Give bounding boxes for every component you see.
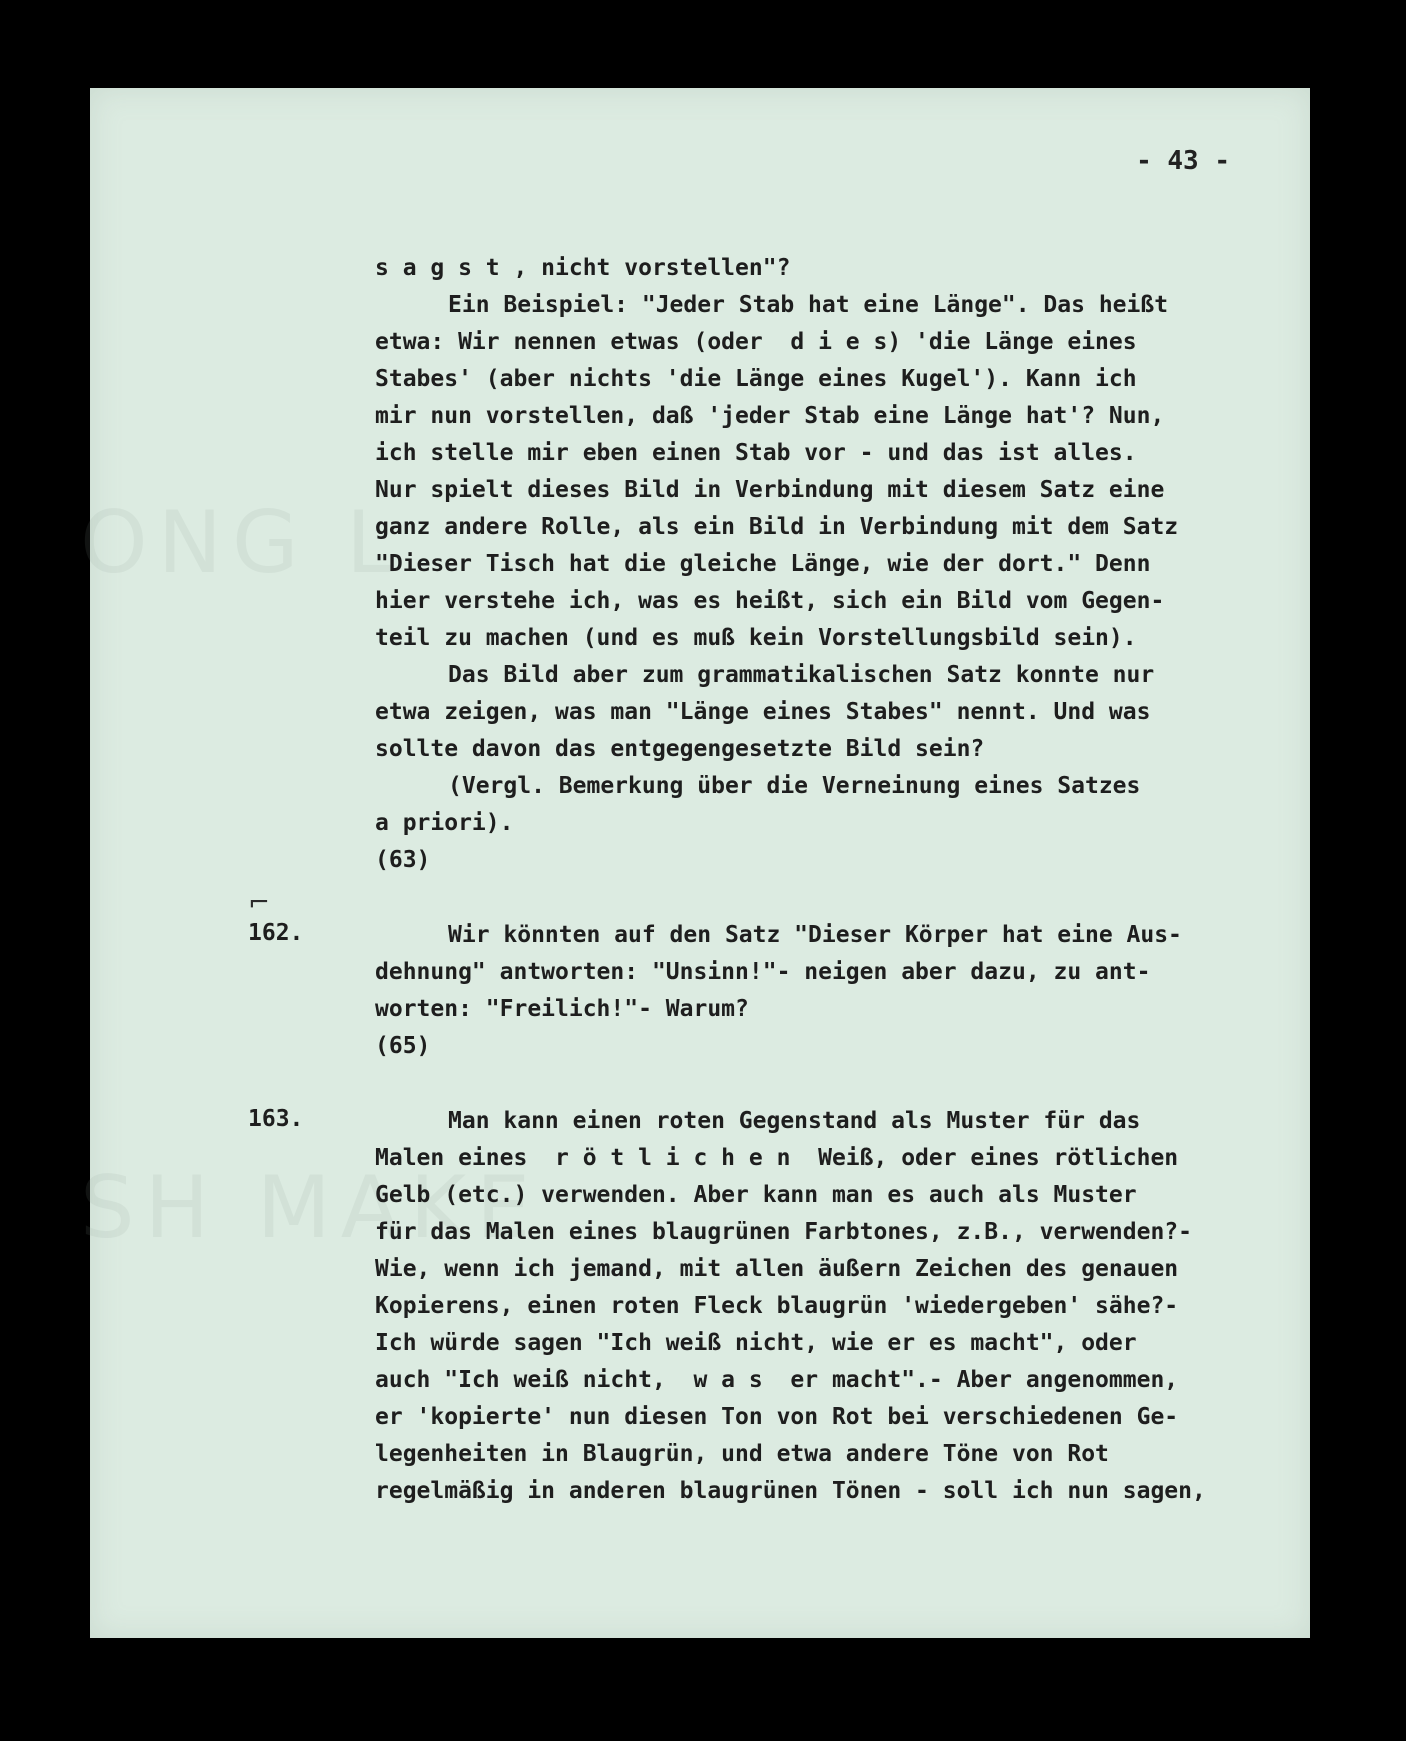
- text-line: etwa: Wir nennen etwas (oder d i e s) 'die Länge eines: [375, 329, 1137, 355]
- text-line: Das Bild aber zum grammatikalischen Satz konnte nur: [448, 662, 1155, 688]
- text-line: (Vergl. Bemerkung über die Verneinung eines Satzes: [448, 773, 1141, 799]
- text-line: etwa zeigen, was man "Länge eines Stabes" nennt. Und was: [375, 699, 1151, 725]
- text-line: er 'kopierte' nun diesen Ton von Rot bei verschiedenen Ge-: [375, 1404, 1179, 1430]
- text-line: ganz andere Rolle, als ein Bild in Verbindung mit dem Satz: [375, 514, 1179, 540]
- text-line: s a g s t , nicht vorstellen"?: [375, 255, 791, 281]
- section-number-162: 162.: [248, 920, 304, 946]
- text-line: teil zu machen (und es muß kein Vorstellungsbild sein).: [375, 625, 1137, 651]
- text-line: regelmäßig in anderen blaugrünen Tönen - soll ich nun sagen,: [375, 1478, 1206, 1504]
- text-line: für das Malen eines blaugrünen Farbtones, z.B., verwenden?-: [375, 1219, 1192, 1245]
- watermark-bottom: SH MAKE: [80, 1158, 541, 1258]
- text-line: Stabes' (aber nichts 'die Länge eines Kugel'). Kann ich: [375, 366, 1137, 392]
- text-line: Gelb (etc.) verwenden. Aber kann man es auch als Muster: [375, 1182, 1137, 1208]
- text-line: Wie, wenn ich jemand, mit allen äußern Zeichen des genauen: [375, 1256, 1179, 1282]
- text-line: auch "Ich weiß nicht, w a s er macht".- Aber angenommen,: [375, 1367, 1179, 1393]
- text-line: Ein Beispiel: "Jeder Stab hat eine Länge". Das heißt: [448, 292, 1169, 318]
- text-line: "Dieser Tisch hat die gleiche Länge, wie der dort." Denn: [375, 551, 1151, 577]
- text-line: Kopierens, einen roten Fleck blaugrün 'wiedergeben' sähe?-: [375, 1293, 1179, 1319]
- watermark-top: ONG L: [80, 493, 404, 593]
- text-line: sollte davon das entgegengesetzte Bild sein?: [375, 736, 985, 762]
- text-line: legenheiten in Blaugrün, und etwa andere Töne von Rot: [375, 1441, 1109, 1467]
- text-line: ich stelle mir eben einen Stab vor - und das ist alles.: [375, 440, 1137, 466]
- text-line: Man kann einen roten Gegenstand als Muster für das: [448, 1108, 1141, 1134]
- page-number: - 43 -: [1136, 146, 1230, 176]
- text-line: Nur spielt dieses Bild in Verbindung mit diesem Satz eine: [375, 477, 1165, 503]
- text-line: (63): [375, 847, 431, 873]
- text-line: hier verstehe ich, was es heißt, sich ein Bild vom Gegen-: [375, 588, 1165, 614]
- text-line: Wir könnten auf den Satz "Dieser Körper hat eine Aus-: [448, 922, 1182, 948]
- text-line: a priori).: [375, 810, 514, 836]
- text-line: dehnung" antworten: "Unsinn!"- neigen aber dazu, zu ant-: [375, 959, 1151, 985]
- text-line: mir nun vorstellen, daß 'jeder Stab eine Länge hat'? Nun,: [375, 403, 1165, 429]
- text-line: Ich würde sagen "Ich weiß nicht, wie er es macht", oder: [375, 1330, 1137, 1356]
- text-line: Malen eines r ö t l i c h e n Weiß, oder eines rötlichen: [375, 1145, 1179, 1171]
- section-number-163: 163.: [248, 1106, 304, 1132]
- text-line: (65): [375, 1033, 431, 1059]
- document-page: [80, 88, 1310, 1638]
- handwritten-check-mark: ⌐: [248, 888, 270, 918]
- text-line: worten: "Freilich!"- Warum?: [375, 996, 749, 1022]
